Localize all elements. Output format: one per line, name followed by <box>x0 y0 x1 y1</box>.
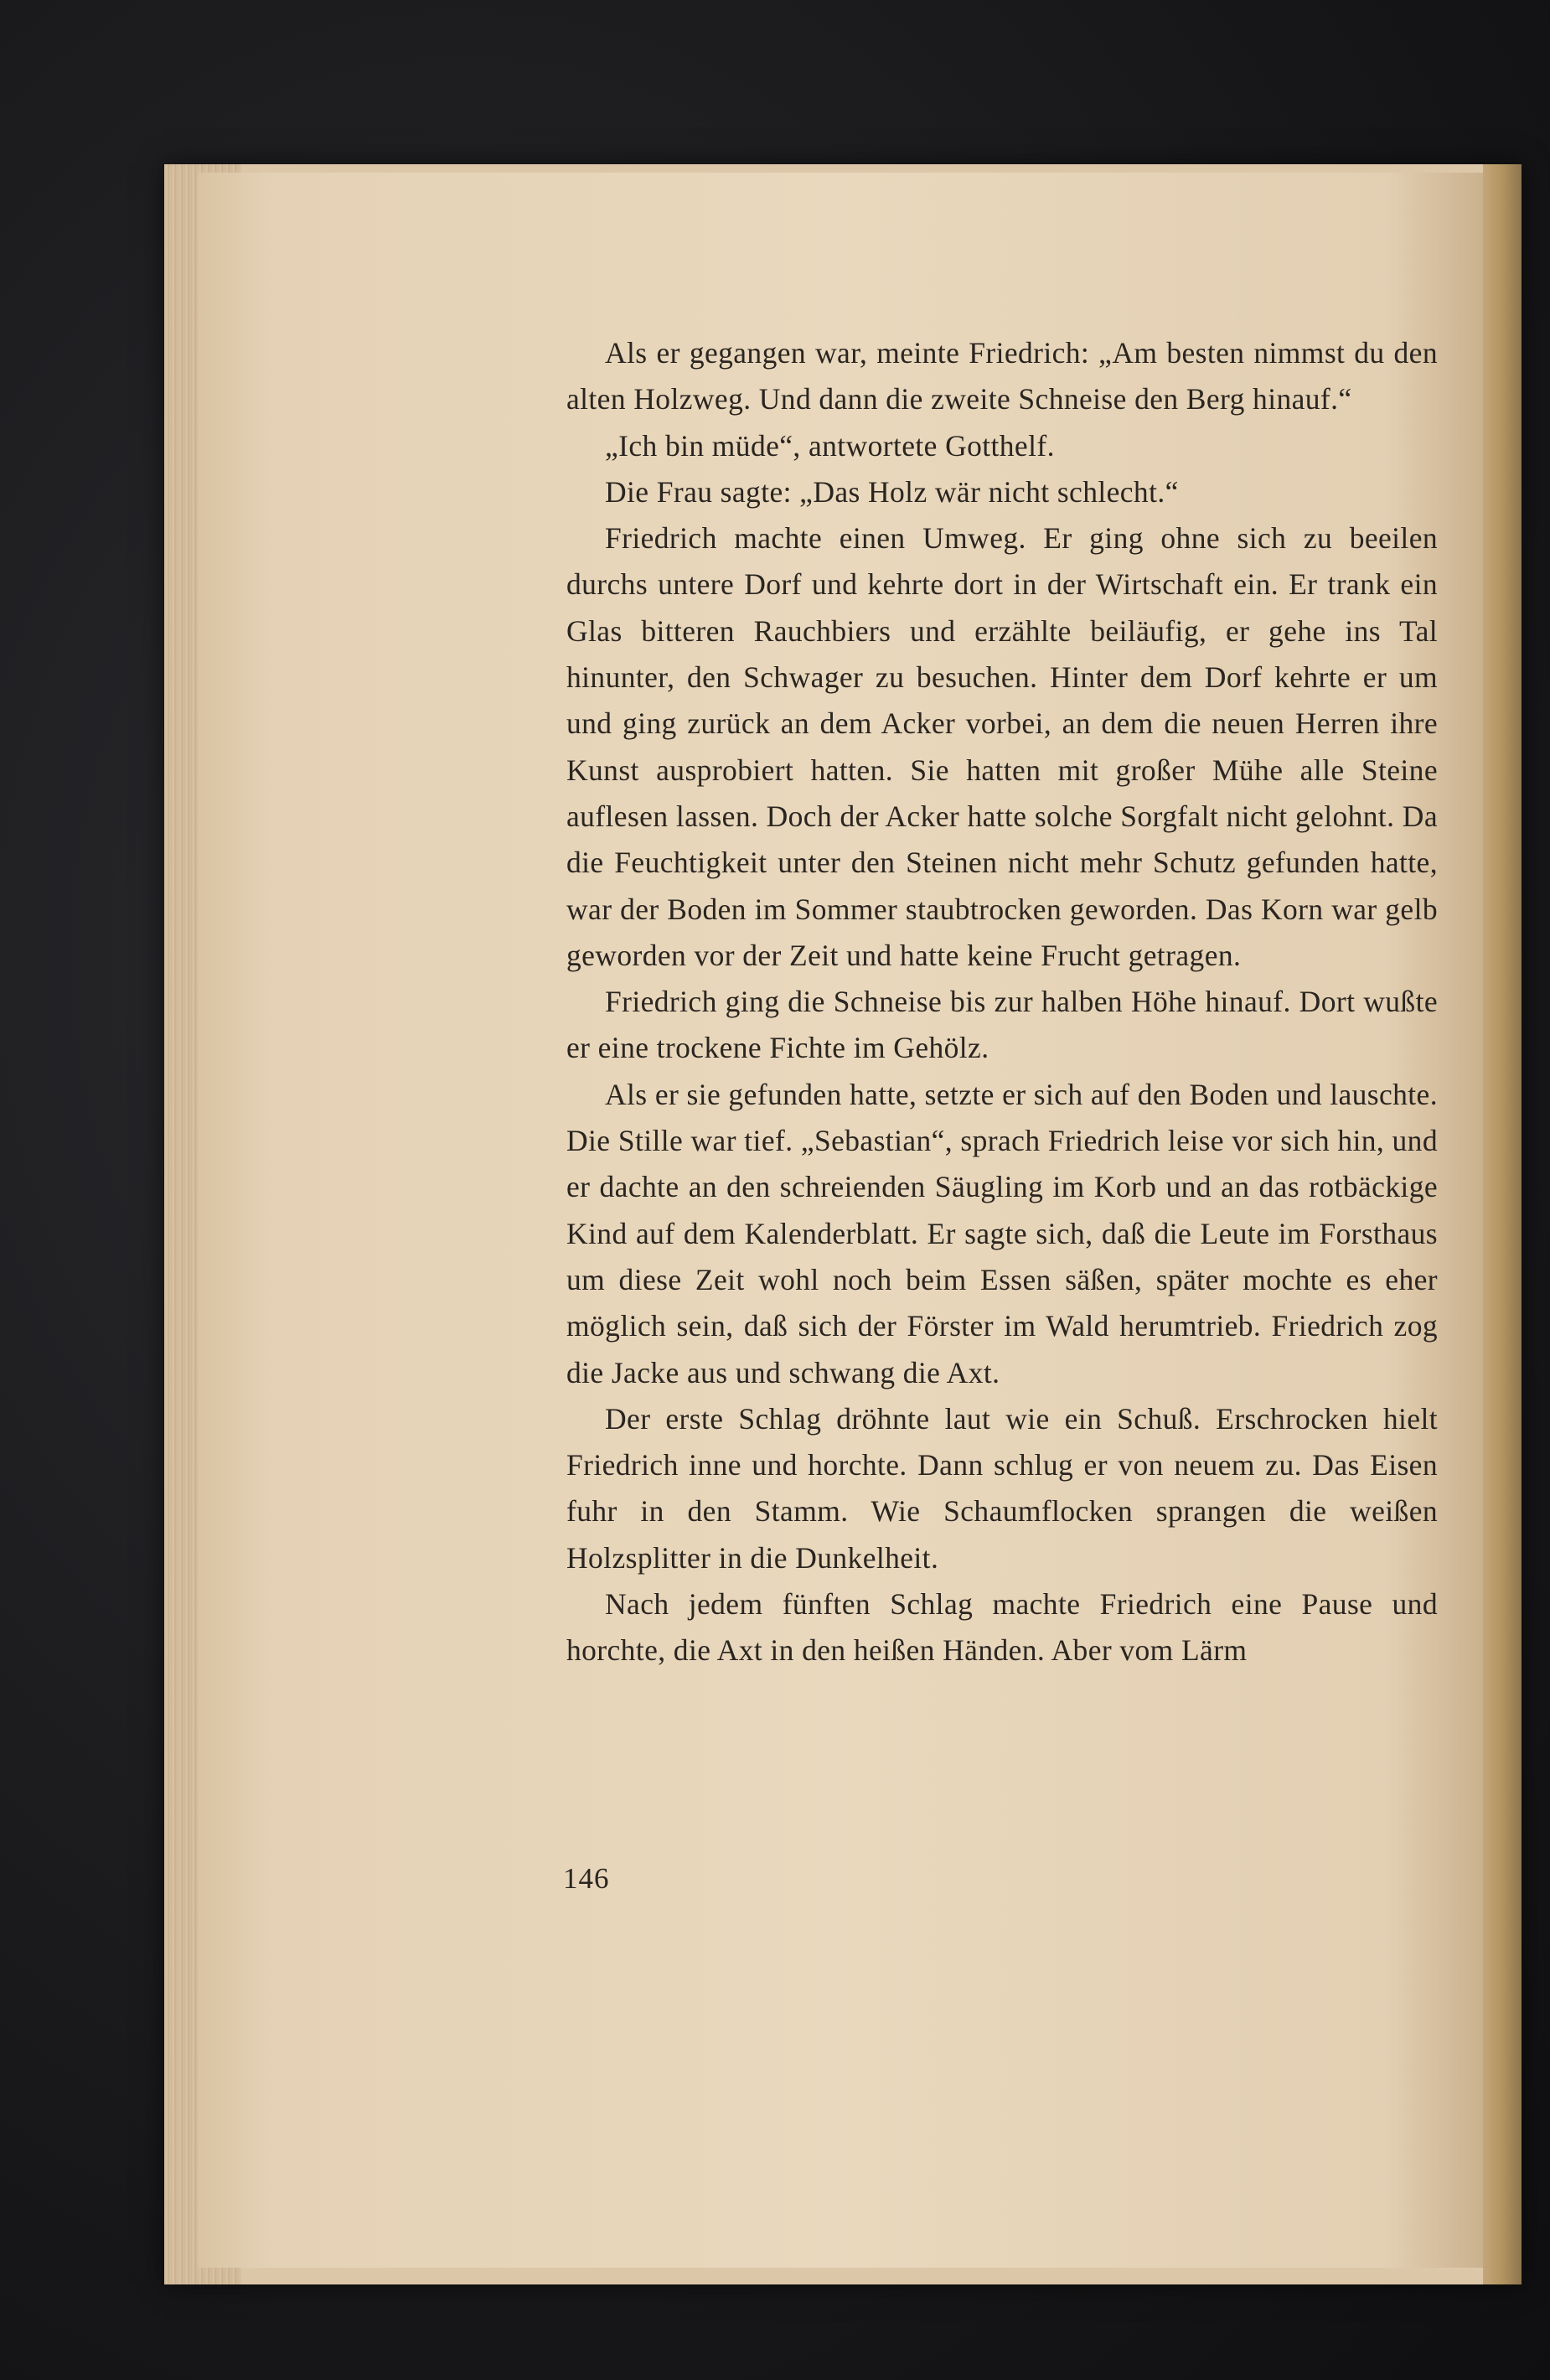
page-number: 146 <box>563 1862 610 1895</box>
paragraph: „Ich bin müde“, antwortete Gotthelf. <box>605 428 1055 463</box>
paragraph: Die Frau sagte: „Das Holz wär nicht schlecht.“ <box>605 474 1179 509</box>
paragraph: Als er gegangen war, meinte Friedrich: „Am besten nimmst du den alten Holzweg. Und dann die zweite Schneise den Berg hinauf.“ <box>566 336 1438 416</box>
paragraph: Nach jedem fünften Schlag machte Friedrich eine Pause und horchte, die Axt in den heißen Händen. Aber vom Lärm <box>566 1587 1438 1668</box>
paragraph: Der erste Schlag dröhnte laut wie ein Schuß. Erschrocken hielt Friedrich inne und horchte. Dann schlug er von neuem zu. Das Eisen fuhr in den Stamm. Wie Schaumflocken sprangen die weißen Holzsplitter in die Dunkelheit. <box>566 1401 1438 1575</box>
paragraph: Friedrich ging die Schneise bis zur halben Höhe hinauf. Dort wußte er eine trockene Fichte im Gehölz. <box>566 985 1438 1065</box>
paragraph: Friedrich machte einen Umweg. Er ging ohne sich zu beeilen durchs untere Dorf und kehrte dort in der Wirtschaft ein. Er trank ein Glas bitteren Rauchbiers und erzählte beiläufig, er gehe ins Tal hinunter, den Schwager zu besuchen. Hinter dem Dorf kehrte er um und ging zurück an dem Acker vorbei, an dem die neuen Herren ihre Kunst ausprobiert hatten. Sie hatten mit großer Mühe alle Steine auflesen lassen. Doch der Acker hatte solche Sorgfalt nicht gelohnt. Da die Feuchtigkeit unter den Steinen nicht mehr Schutz gefunden hatte, war der Boden im Sommer staubtrocken geworden. Das Korn war gelb geworden vor der Zeit und hatte keine Frucht getragen. <box>566 521 1438 972</box>
book-spine <box>1483 164 1522 2284</box>
page-text <box>566 330 1438 1674</box>
paragraph: Als er sie gefunden hatte, setzte er sich auf den Boden und lauschte. Die Stille war tief. „Sebastian“, sprach Friedrich leise vor sich hin, und er dachte an den schreienden Säugling im Korb und an das rotbäckige Kind auf dem Kalenderblatt. Er sagte sich, daß die Leute im Forsthaus um diese Zeit wohl noch beim Essen säßen, später mochte es eher möglich sein, daß sich der Förster im Wald herumtrieb. Friedrich zog die Jacke aus und schwang die Axt. <box>566 1077 1438 1389</box>
